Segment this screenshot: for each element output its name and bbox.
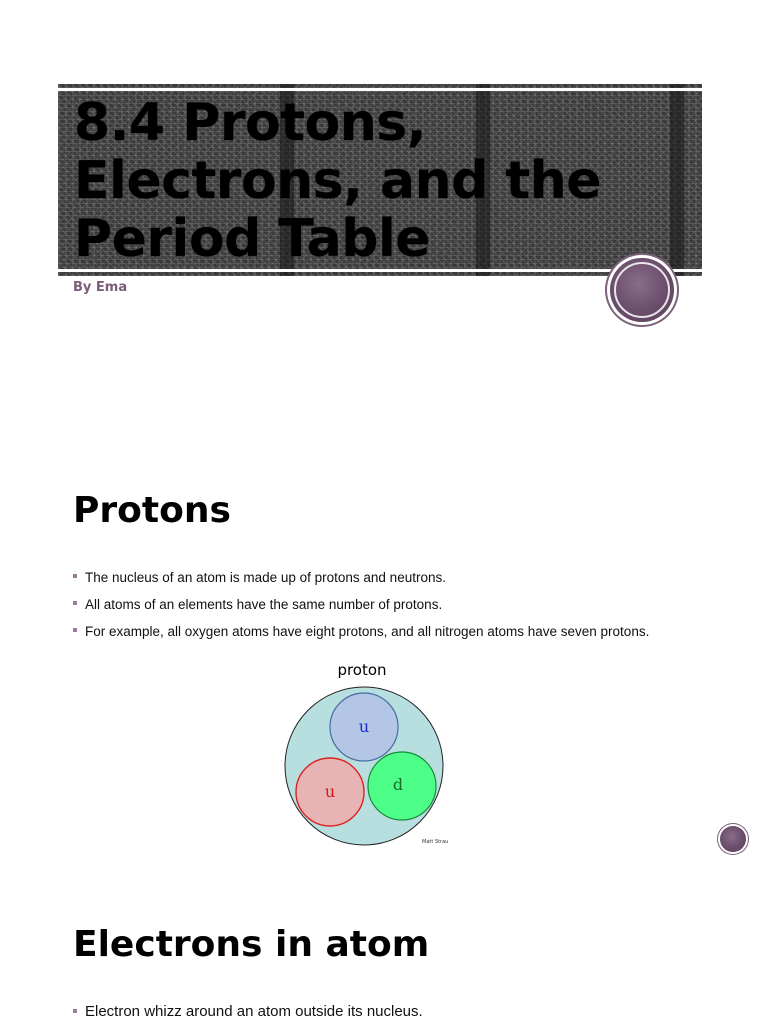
bullet-text: The nucleus of an atom is made up of protons and neutrons. [85,570,446,585]
slide-subtitle: By Ema [73,280,128,295]
electrons-bullet-list [73,1003,423,1030]
up-quark-label: u [358,717,370,736]
bullet-icon [73,574,77,578]
list-item [73,1003,423,1030]
decorative-ring [614,262,670,318]
list-item [73,623,649,650]
protons-heading: Protons [73,490,231,531]
banner-line [58,88,702,91]
up-quark-label: u [324,782,336,801]
protons-bullet-list [73,569,649,650]
bullet-icon [73,628,77,632]
bullet-text: For example, all oxygen atoms have eight protons, and all nitrogen atoms have seven protons. [85,624,650,639]
bullet-text: Electron whizz around an atom outside its nucleus. [85,1003,423,1020]
proton-diagram [280,656,456,850]
proton-label: proton [337,661,387,679]
decorative-circle [610,258,674,322]
list-item [73,569,649,596]
electrons-heading: Electrons in atom [73,924,430,965]
slide-title: 8.4 Protons, Electrons, and the Period Table [74,93,602,269]
down-quark-label: d [392,775,404,794]
title-banner [58,84,702,276]
list-item [73,596,649,623]
bullet-icon [73,1009,77,1013]
banner-line [58,269,702,272]
bullet-text: All atoms of an elements have the same number of protons. [85,597,443,612]
diagram-credit: Matt Strau [422,839,449,845]
bullet-icon [73,601,77,605]
decorative-circle [720,826,746,852]
